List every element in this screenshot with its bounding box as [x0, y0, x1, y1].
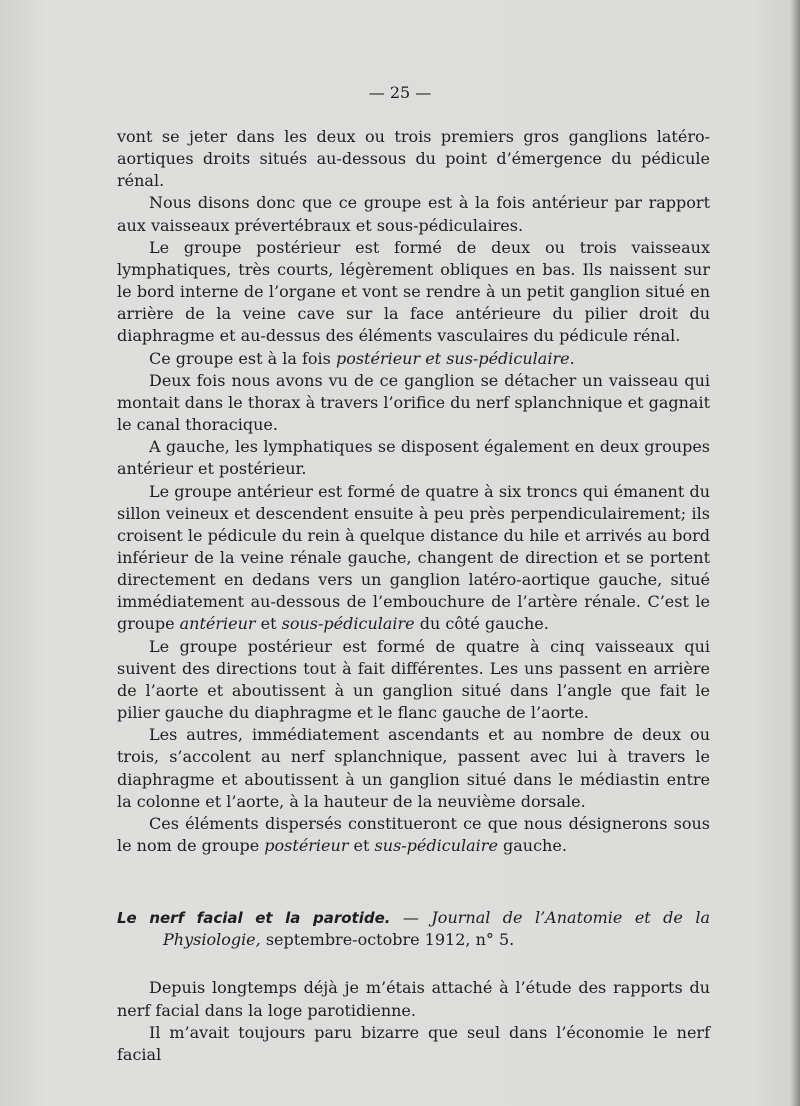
- page-number: — 25 —: [368, 83, 432, 102]
- heading-journal: Journal de l’Anatomie et de la Physiologie,: [163, 908, 711, 950]
- paragraph: Ces éléments dispersés constitueront ce que nous désignerons sous le nom de groupe postérieur et sus-pédiculaire gauche.: [117, 813, 710, 855]
- paragraph: Depuis longtemps déjà je m’étais attaché à l’étude des rapports du nerf facial dans la loge parotidienne.: [117, 978, 710, 1020]
- paragraph: vont se jeter dans les deux ou trois premiers gros ganglions latéro-aortiques droits situés au-dessous du point d’émergence du pédicule rénal.: [117, 127, 710, 191]
- section-heading: Le nerf facial et la parotide. — Journal de l’Anatomie et de la Physiologie, septembre-octobre 1912, n° 5.: [117, 908, 711, 950]
- paragraph: Le groupe postérieur est formé de quatre à cinq vaisseaux qui suivent des directions tout à fait différentes. Les uns passent en arrière de l’aorte et aboutissent à un ganglion situé dans l’angle que fait le pilier gauche du diaphragme et le flanc gauche de l’aorte.: [117, 636, 710, 723]
- paragraph: Le groupe antérieur est formé de quatre à six troncs qui émanent du sillon veineux et descendent ensuite à peu près perpendiculairement; ils croisent le pédicule du rein à quelque distance du hile et arrivés au bord inférieur de la veine rénale gauche, changent de direction et se portent directement en dedans vers un ganglion latéro-aortique gauche, situé immédiatement au-dessous de l’embouchure de l’artère rénale. C’est le groupe antérieur et sous-pédiculaire du côté gauche.: [117, 481, 710, 634]
- body-text: [117, 126, 710, 1066]
- section-spacer: [117, 951, 710, 977]
- paragraph: Nous disons donc que ce groupe est à la fois antérieur par rapport aux vaisseaux prévertébraux et sous-pédiculaires.: [117, 193, 710, 235]
- paragraph: Il m’avait toujours paru bizarre que seul dans l’économie le nerf facial: [117, 1022, 710, 1064]
- paragraph: A gauche, les lymphatiques se disposent également en deux groupes antérieur et postérieur.: [117, 437, 710, 479]
- paragraph: Le groupe postérieur est formé de deux ou trois vaisseaux lymphatiques, très courts, légèrement obliques en bas. Ils naissent sur le bord interne de l’organe et vont se rendre à un petit ganglion situé en arrière de la veine cave sur la face antérieure du pilier droit du diaphragme et au-dessus des éléments vasculaires du pédicule rénal.: [117, 237, 710, 346]
- paragraph: Deux fois nous avons vu de ce ganglion se détacher un vaisseau qui montait dans le thorax à travers l’orifice du nerf splanchnique et gagnait le canal thoracique.: [117, 370, 710, 435]
- section-spacer: [117, 857, 710, 907]
- heading-title: Le nerf facial et la parotide.: [117, 909, 391, 928]
- paragraph: Ce groupe est à la fois postérieur et sus-pédiculaire.: [149, 348, 575, 368]
- paragraph: Les autres, immédiatement ascendants et au nombre de deux ou trois, s’accolent au nerf splanchnique, passent avec lui à travers le diaphragme et aboutissent à un ganglion situé dans le médiastin entre la colonne et l’aorte, à la hauteur de la neuvième dorsale.: [117, 725, 710, 811]
- page-edge-shadow: [790, 0, 800, 1106]
- heading-date: septembre-octobre 1912, n° 5.: [260, 930, 515, 950]
